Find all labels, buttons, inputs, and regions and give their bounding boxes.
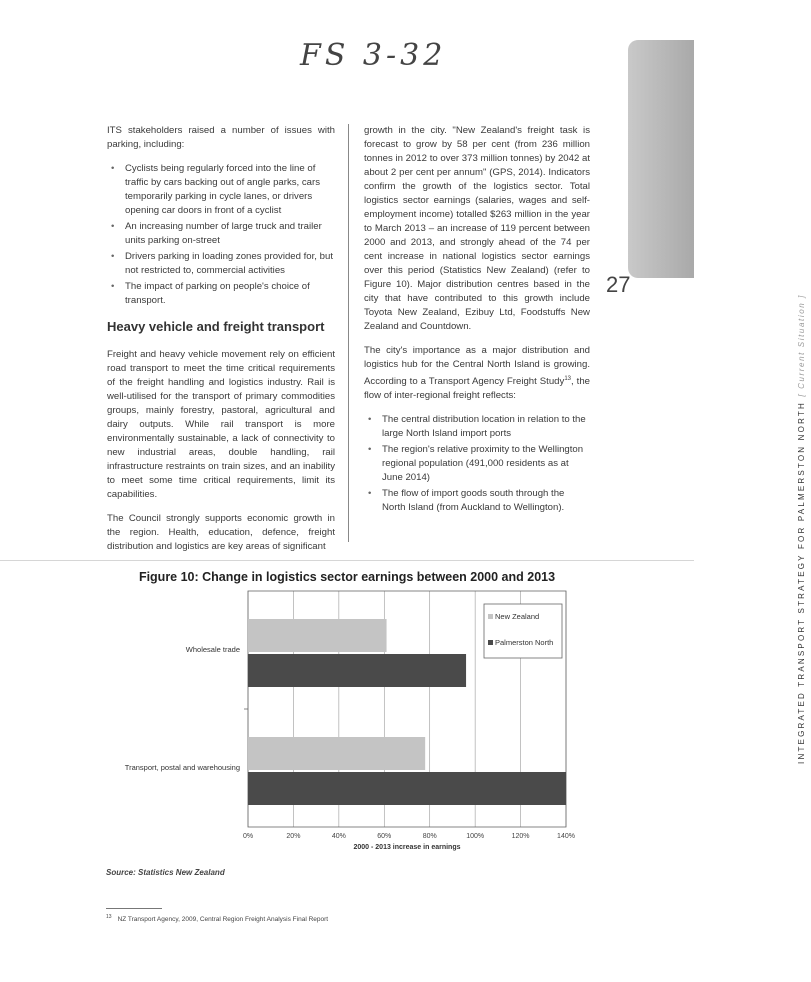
freight-paragraph: Freight and heavy vehicle movement rely on efficient road transport to meet the time critical requirements of the freight handling and logistics industry. Rail is well-utilised for the transport of primary commodities groups, mainly forestry, pastoral, agricultural and dairy outputs. While rail transport is more environmentally sustainable, a lack of connectivity to new industrial areas, double handling, rail infrastructure restraints on train sizes, and an inability to meet some time critical requirements, limit its capabilities. bbox=[107, 349, 335, 500]
bar-new-zealand bbox=[248, 619, 387, 652]
bar-palmerston-north bbox=[248, 654, 466, 687]
x-tick-label: 140% bbox=[557, 833, 575, 840]
growth-paragraph: growth in the city. "New Zealand's freight task is forecast to grow by 58 per cent (from 236 million tonnes in 2012 to over 373 million tonnes) by 2042 at about 2 per cent per annum" (GPS, 2014). Indicators confirm the growth of the logistics sector. Total logistics sector earnings (salaries, wages and self-employment income) totalled $263 million in the year to March 2013 – an increase of 119 percent between 2000 and 2013, and strongly ahead of the 74 per cent increase in national logistics sector earnings over this period (Statistics New Zealand) (refer to Figure 10). Major distribution centres based in the city that have contributed to this growth include Toyota New Zealand, Ezibuy Ltd, Foodstuffs New Zealand and Countdown. bbox=[364, 125, 590, 332]
list-item: • Drivers parking in loading zones provided for, but not restricted to, commercial activities bbox=[125, 250, 335, 278]
bar-new-zealand bbox=[248, 737, 425, 770]
legend-swatch bbox=[488, 640, 493, 645]
page-number: 27 bbox=[606, 272, 631, 297]
x-tick-label: 20% bbox=[286, 833, 301, 840]
list-item: • The flow of import goods south through the North Island (from Auckland to Wellington). bbox=[382, 487, 590, 515]
x-tick-label: 80% bbox=[422, 833, 437, 840]
handwritten-note: FS 3-32 bbox=[300, 38, 447, 73]
x-tick-label: 120% bbox=[511, 833, 530, 840]
list-item: • The region's relative proximity to the Wellington regional population (491,000 residents as at June 2014) bbox=[382, 443, 590, 485]
list-item: • The central distribution location in relation to the large North Island import ports bbox=[382, 413, 590, 441]
x-axis-title: 2000 - 2013 increase in earnings bbox=[353, 844, 461, 851]
bar-palmerston-north bbox=[248, 772, 566, 805]
section-heading: Heavy vehicle and freight transport bbox=[107, 319, 325, 334]
x-tick-label: 40% bbox=[331, 833, 346, 840]
list-item: • Cyclists being regularly forced into the line of traffic by cars backing out of angle parks, cars temporarily parking in cycle lanes, or drivers opening car doors in front of a cyclist bbox=[125, 162, 335, 218]
footnote-ref: 13 bbox=[564, 376, 571, 382]
y-category-label: Transport, postal and warehousing bbox=[124, 763, 240, 772]
x-tick-label: 0% bbox=[242, 833, 254, 840]
vertical-title: INTEGRATED TRANSPORT STRATEGY FOR PALMERSTON NORTH bbox=[797, 401, 806, 764]
footnote-text: NZ Transport Agency, 2009, Central Region Freight Analysis Final Report bbox=[117, 916, 329, 924]
hub-text-end: , the flow of inter-regional freight reflects: bbox=[364, 376, 590, 402]
list-item: • An increasing number of large truck and trailer units parking on-street bbox=[125, 220, 335, 248]
vertical-subtitle: [ Current Situation ] bbox=[797, 294, 806, 397]
legend-label: Palmerston North bbox=[495, 638, 554, 647]
footnote-number: 13 bbox=[106, 914, 112, 920]
y-category-label: Wholesale trade bbox=[185, 645, 240, 654]
x-tick-label: 60% bbox=[377, 833, 392, 840]
council-paragraph: The Council strongly supports economic growth in the region. Health, education, defence, freight distribution and logistics are key areas of significant bbox=[107, 513, 335, 552]
figure-source: Source: Statistics New Zealand bbox=[106, 868, 225, 877]
vertical-running-title bbox=[797, 279, 811, 779]
hub-text: The city's importance as a major distribution and logistics hub for the Central North Island is growing. According to a Transport Agency Freight Study bbox=[364, 345, 590, 388]
footnote bbox=[106, 914, 328, 923]
list-item: • The impact of parking on people's choice of transport. bbox=[125, 280, 335, 308]
legend-swatch bbox=[488, 614, 493, 619]
figure-title: Figure 10: Change in logistics sector earnings between 2000 and 2013 bbox=[138, 570, 556, 584]
legend-label: New Zealand bbox=[495, 612, 540, 621]
footnote-rule bbox=[106, 908, 162, 909]
parking-intro: ITS stakeholders raised a number of issues with parking, including: bbox=[107, 125, 335, 150]
x-tick-label: 100% bbox=[466, 833, 485, 840]
